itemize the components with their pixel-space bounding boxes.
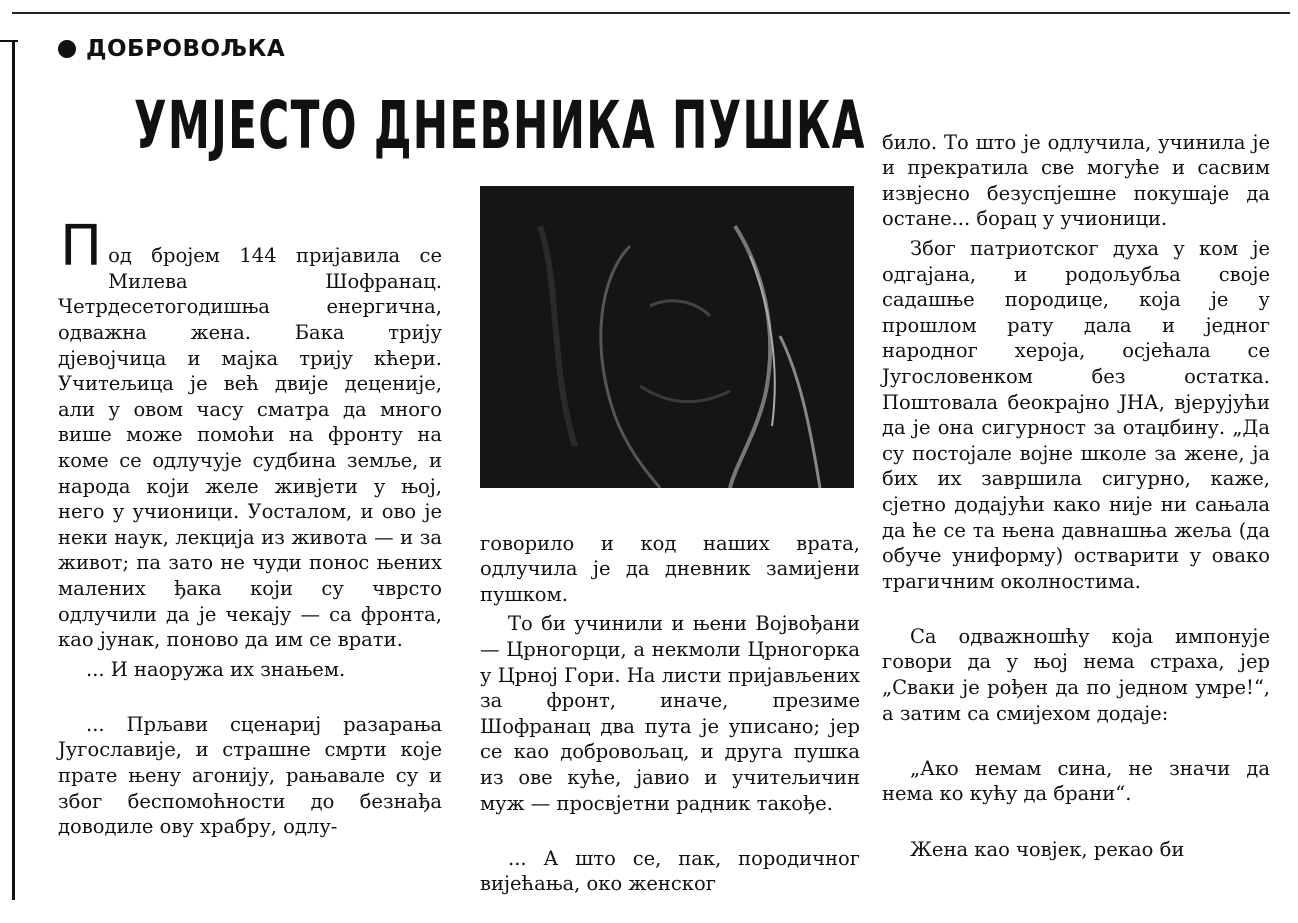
left-rule-tick <box>0 40 18 42</box>
paragraph: Жена као човјек, рекао би <box>910 837 1185 861</box>
article-column-1 <box>58 192 442 865</box>
paragraph: Због патриотског духа у ком је одгајана, и родољубља своје садашње породице, која је у прошлом рату дала и једног народног хероја, осјећала се Југословенком без остатка. Поштовала беокрајно ЈНА, вјерујући да је она сигурност за отаџбину. „Да су постојале војне школе за жене, ја бих их завршила сигурно, каже, сјетно додајући како није ни сањала да ће се та њена давнашња жеља (да обуче униформу) остварити у овако трагичним околностима. <box>882 236 1270 593</box>
dropcap: П <box>60 213 103 279</box>
top-rule <box>12 12 1290 14</box>
paragraph: То би учинили и њени Војвођани — Црногорци, а некмоли Црногорка у Црној Гори. На листи пријављених за фронт, иначе, презиме Шофранац два пута је уписано; јер се као добровољац, и друга пушка из ове куће, јавио и учитељичин муж — просвјетни радник такође. <box>480 612 860 815</box>
paragraph: ... А што се, пак, породичног вијећања, око женског <box>480 846 860 896</box>
paragraph: Са одважношћу која импонује говори да у њој нема страха, јер „Сваки је рођен да по једном умре!“, а затим са смијехом додаје: <box>882 624 1270 725</box>
headline: УМЈЕСТО ДНЕВНИКА ПУШКА <box>134 87 866 164</box>
kicker <box>58 36 285 62</box>
article-column-3 <box>882 104 1270 888</box>
paragraph: од бројем 144 пријавила се Милева Шофранац. Четрдесетогодишња енергична, одважна жена. Бака трију дјевојчица и мајка трију кћери. Учитељица је већ двије деценије, али у овом часу сматра да много више може помоћи на фронту на коме се одлучује судбина земље, и народа који желе живјети у њој, него у учионици. Уосталом, и ово је неки наук, лекција из живота — и за живот; па зато не чуди понос њених малених ђака који су чврсто одлучили да је чекају — са фронта, као јунак, поново да им се врати. <box>58 244 442 652</box>
photo-image <box>480 186 854 488</box>
paragraph: ... Прљави сценариј разарања Југославије, и страшне смрти које прате њену агонију, рањавале су и због беспомоћности до безнађа доводиле ову храбру, одлу- <box>58 712 442 839</box>
paragraph: говорило и код наших врата, одлучила је да дневник замијени пушком. <box>480 531 860 606</box>
paragraph: „Ако немам сина, не значи да нема ко кућу да брани“. <box>882 756 1270 806</box>
kicker-label: ДОБРОВОЉКА <box>86 36 286 62</box>
bullet-icon <box>58 40 76 58</box>
paragraph: било. То што је одлучила, учинила је и прекратила све могуће и сасвим извјесно безуспјешне покушаје да остане... борац у учионици. <box>882 130 1270 231</box>
article-column-2 <box>480 505 860 923</box>
left-column-rule <box>12 40 15 900</box>
portrait-photo <box>480 186 854 488</box>
paragraph: ... И наоружа их знањем. <box>86 657 346 681</box>
